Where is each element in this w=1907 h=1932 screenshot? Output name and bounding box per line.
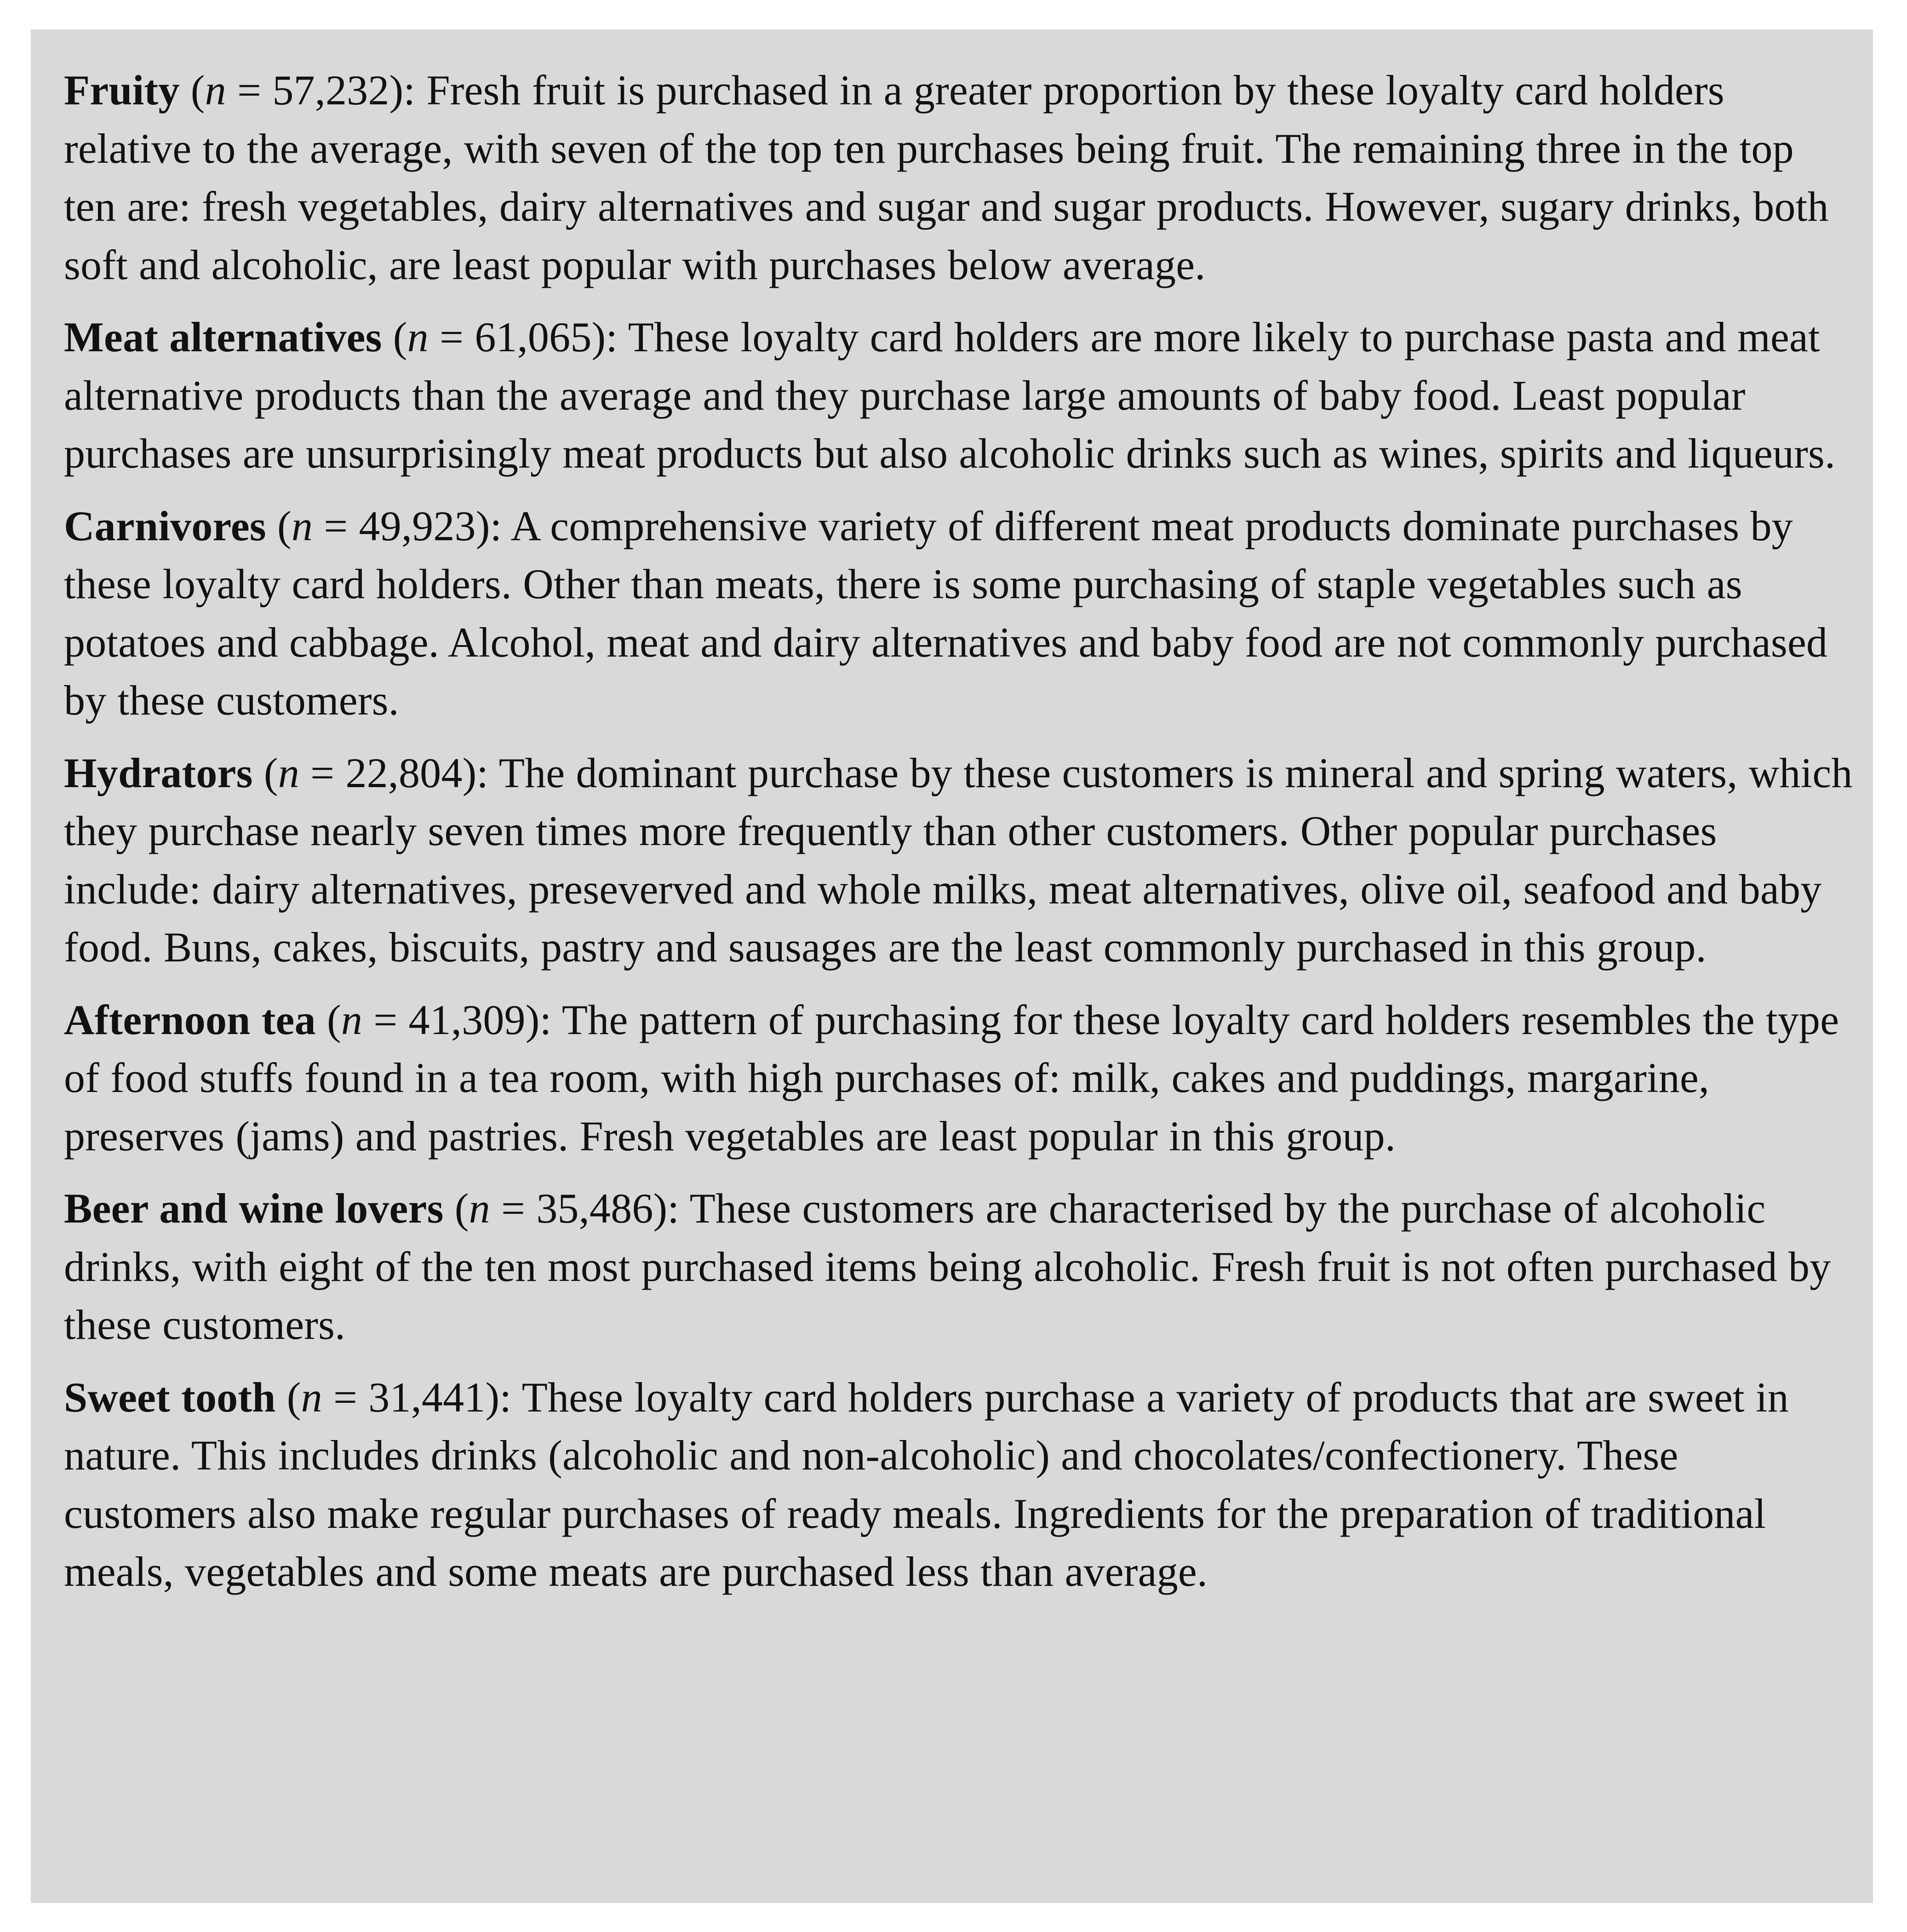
n-label: n	[407, 314, 429, 360]
open-paren: (	[252, 749, 278, 796]
segment-description: Fresh fruit is purchased in a greater proportion by these loyalty card holders relative to the average, with seven of the top ten purchases being fruit. The remaining three in the top ten are: fresh vegetables, dairy alternatives and sugar and sugar products. However, sugary drinks, both soft and alcoholic, are least popular with purchases below average.	[64, 67, 1829, 288]
open-paren: (	[179, 67, 205, 114]
n-label: n	[205, 67, 226, 114]
n-value: = 61,065	[428, 314, 592, 360]
segment-paragraph-sweet-tooth	[64, 1368, 1855, 1601]
segment-paragraph-hydrators	[64, 744, 1855, 977]
close-paren: ):	[475, 502, 511, 549]
open-paren: (	[382, 314, 407, 360]
open-paren: (	[266, 502, 292, 549]
segment-paragraph-meat-alternatives	[64, 308, 1855, 483]
segment-title: Sweet tooth	[64, 1373, 276, 1421]
n-label: n	[301, 1373, 322, 1421]
open-paren: (	[443, 1185, 469, 1232]
segment-paragraph-fruity	[64, 61, 1855, 294]
segment-paragraph-carnivores	[64, 497, 1855, 730]
close-paren: ):	[591, 314, 628, 360]
segment-description: These customers are characterised by the purchase of alcoholic drinks, with eight of the ten most purchased items being alcoholic. Fresh fruit is not often purchased by these customers.	[64, 1185, 1831, 1348]
close-paren: ):	[485, 1373, 522, 1421]
segment-title: Meat alternatives	[64, 314, 382, 360]
segment-description: The dominant purchase by these customers is mineral and spring waters, which they purchase nearly seven times more frequently than other customers. Other popular purchases include: dairy alternatives, preseverved and whole milks, meat alternatives, olive oil, seafood and baby food. Buns, cakes, biscuits, pastry and sausages are the least commonly purchased in this group.	[64, 749, 1853, 971]
n-value: = 57,232	[226, 67, 389, 114]
close-paren: ):	[389, 67, 427, 114]
segment-title: Carnivores	[64, 502, 266, 549]
n-value: = 41,309	[362, 996, 526, 1043]
n-label: n	[341, 996, 363, 1043]
n-label: n	[291, 502, 313, 549]
n-value: = 31,441	[322, 1373, 486, 1421]
segment-descriptions-box	[31, 29, 1873, 1903]
close-paren: ):	[462, 749, 499, 796]
n-label: n	[469, 1185, 490, 1232]
open-paren: (	[315, 996, 341, 1043]
open-paren: (	[275, 1373, 301, 1421]
segment-paragraph-beer-and-wine-lovers	[64, 1179, 1855, 1354]
close-paren: ):	[525, 996, 562, 1043]
segment-title: Fruity	[64, 67, 180, 114]
close-paren: ):	[653, 1185, 690, 1232]
n-value: = 35,486	[490, 1185, 653, 1232]
segment-title: Beer and wine lovers	[64, 1185, 444, 1232]
segment-title: Hydrators	[64, 749, 253, 796]
segment-title: Afternoon tea	[64, 996, 316, 1043]
segment-paragraph-afternoon-tea	[64, 991, 1855, 1166]
segment-description: These loyalty card holders purchase a variety of products that are sweet in nature. This includes drinks (alcoholic and non-alcoholic) and chocolates/confectionery. These customers also make regular purchases of ready meals. Ingredients for the preparation of traditional meals, vegetables and some meats are purchased less than average.	[64, 1373, 1789, 1595]
n-label: n	[278, 749, 299, 796]
segment-description: The pattern of purchasing for these loyalty card holders resembles the type of food stuffs found in a tea room, with high purchases of: milk, cakes and puddings, margarine, preserves (jams) and pastries. Fresh vegetables are least popular in this group.	[64, 996, 1839, 1160]
n-value: = 49,923	[313, 502, 476, 549]
segment-description: A comprehensive variety of different meat products dominate purchases by these loyalty card holders. Other than meats, there is some purchasing of staple vegetables such as potatoes and cabbage. Alcohol, meat and dairy alternatives and baby food are not commonly purchased by these customers.	[64, 502, 1828, 724]
segment-description: These loyalty card holders are more likely to purchase pasta and meat alternative products than the average and they purchase large amounts of baby food. Least popular purchases are unsurprisingly meat products but also alcoholic drinks such as wines, spirits and liqueurs.	[64, 314, 1836, 477]
n-value: = 22,804	[299, 749, 463, 796]
